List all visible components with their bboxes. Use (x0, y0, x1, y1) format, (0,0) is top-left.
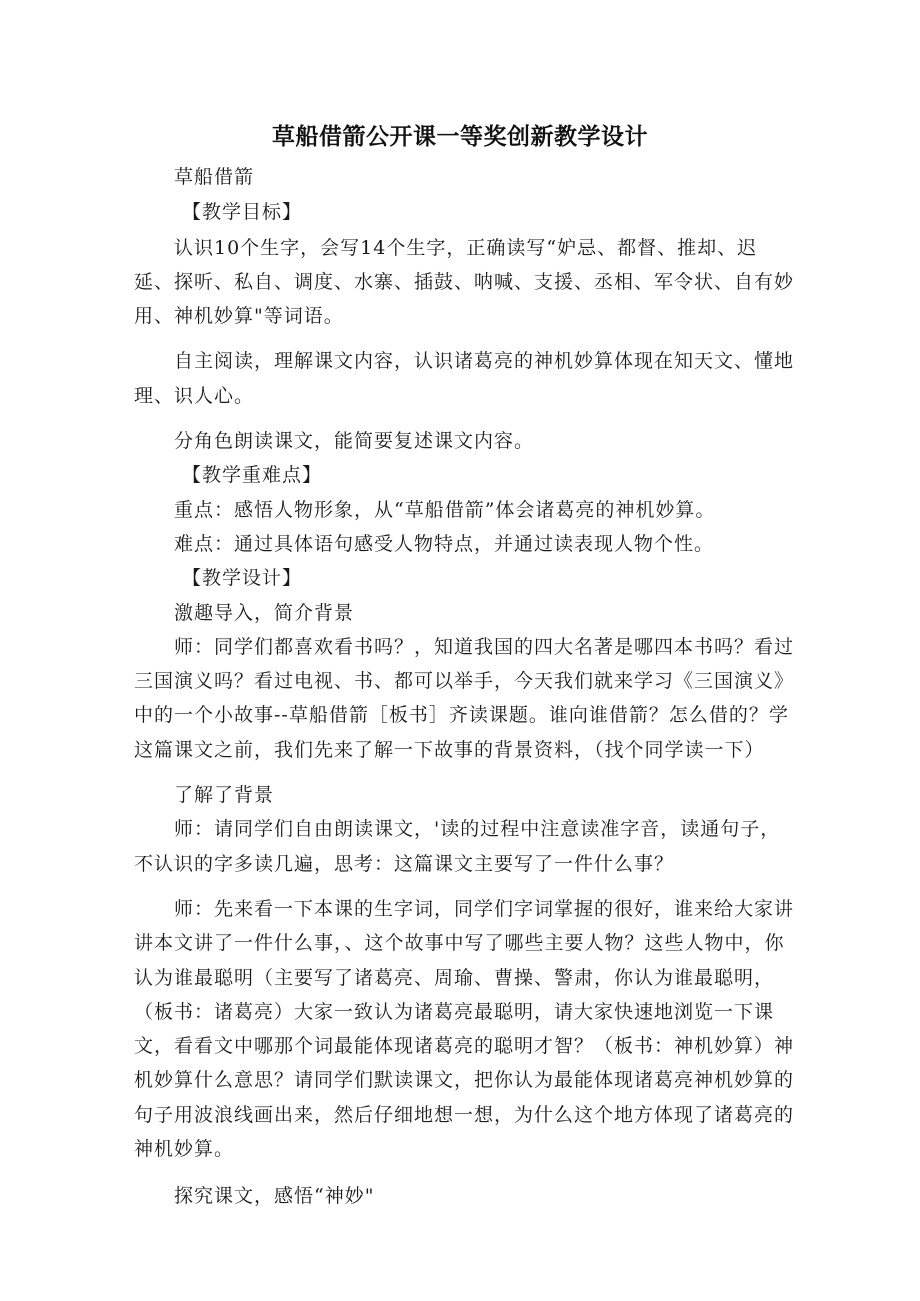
paragraph-teacher-3: 师：先来看一下本课的生字词，同学们字词掌握的很好，谁来给大家讲讲本文讲了一件什么事，、这个故事中写了哪些主要人物？这些人物中，你认为谁最聪明（主要写了诸葛亮、周瑜、曹操、警肃，你认为谁最聪明，（板书：诸葛亮）大家一致认为诸葛亮最聪明，请大家快速地浏览一下课文，看看文中哪那个词最能体现诸葛亮的聪明才智？（板书：神机妙算）神机妙算什么意思？请同学们默读课文，把你认为最能体现诸葛亮神机妙算的句子用波浪线画出来，然后仔细地想一想，为什么这个地方体现了诸葛亮的神机妙算。 (134, 897, 795, 1161)
paragraph-step-intro: 激趣导入，简介背景 (174, 601, 355, 624)
paragraph-key-point: 重点：感悟人物形象，从“草船借箭”体会诸葛亮的神机妙算。 (174, 498, 716, 521)
paragraph-objective-1: 认识10个生字，会写14个生字，正确读写“妒忌、都督、推却、迟延、探听、私自、调度、水寨、插鼓、呐喊、支援、丞相、军令状、自有妙用、神机妙算"等词语。 (134, 236, 795, 328)
section-heading-key-points: 【教学重难点】 (182, 464, 323, 487)
paragraph-difficult-point: 难点：通过具体语句感受人物特点，并通过读表现人物个性。 (174, 532, 715, 555)
document-body (134, 160, 794, 1214)
paragraph-explore: 探究课文，感悟“神妙" (174, 1185, 375, 1208)
paragraph-background: 了解了背景 (174, 784, 275, 807)
paragraph-teacher-2: 师：请同学们自由朗读课文，'读的过程中注意读准字音，读通句子，不认识的字多读几遍，思考：这篇课文主要写了一件什么事？ (134, 818, 781, 875)
document-title: 草船借箭公开课一等奖创新教学设计 (272, 124, 648, 150)
paragraph-teacher-1: 师：同学们都喜欢看书吗？，知道我国的四大名著是哪四本书吗？看过三国演义吗？看过电视、书、都可以举手，今天我们就来学习《三国演义》中的一个小故事--草船借箭［板书］齐读课题。谁向谁借箭？怎么借的？学这篇课文之前，我们先来了解一下故事的背景资料，（找个同学读一下） (134, 635, 795, 761)
paragraph-objective-3: 分角色朗读课文，能简要复述课文内容。 (174, 430, 535, 453)
paragraph-objective-2: 自主阅读，理解课文内容，认识诸葛亮的神机妙算体现在知天文、懂地理、识人心。 (134, 350, 795, 407)
section-heading-objectives: 【教学目标】 (182, 201, 303, 224)
paragraph-subtitle: 草船借箭 (174, 166, 255, 188)
section-heading-design: 【教学设计】 (182, 567, 303, 590)
